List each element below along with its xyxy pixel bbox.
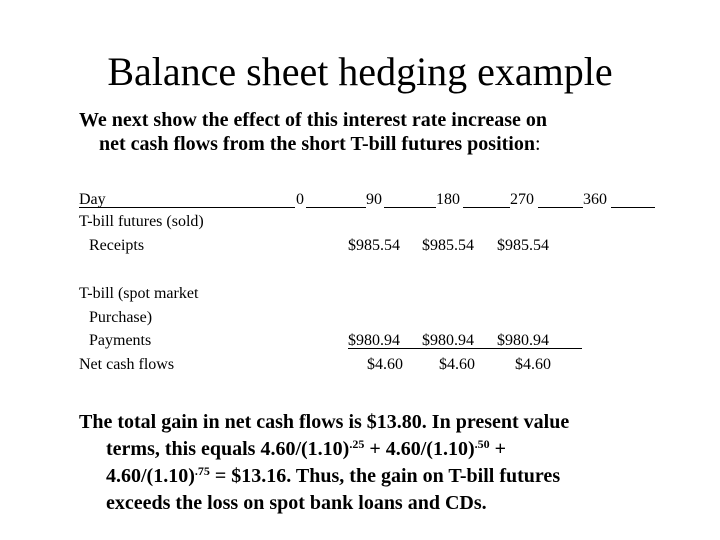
payments-label: Payments [89, 332, 152, 349]
futures-label: T-bill futures (sold) [79, 213, 204, 230]
receipt-90: $985.54 [348, 237, 400, 254]
header-underline-2 [306, 207, 366, 208]
header-underline-1 [79, 207, 295, 208]
slide-title: Balance sheet hedging example [107, 49, 613, 94]
day-label: Day [79, 191, 106, 208]
day-0: 0 [296, 191, 304, 208]
intro-line-1: We next show the effect of this interest rate increase on [79, 109, 548, 131]
conclusion-line-4: exceeds the loss on spot bank loans and CDs. [106, 492, 487, 514]
intro-line-2: net cash flows from the short T-bill futures position: [99, 133, 541, 155]
receipts-label: Receipts [89, 237, 145, 254]
conclusion-line-2: terms, this equals $4.60/(1.10)^{.25} + 4.60/(1.10)^{.50}$ + [106, 437, 507, 460]
day-90: 90 [366, 191, 382, 208]
day-180: 180 [436, 191, 460, 208]
spot-label-2: Purchase) [89, 309, 153, 326]
header-underline-4 [463, 207, 510, 208]
net-90: $4.60 [367, 356, 403, 373]
net-180: $4.60 [439, 356, 475, 373]
header-underline-3 [384, 207, 436, 208]
conclusion-line-3: $4.60/(1.10)^{.75}$ = $13.16. Thus, the gain on T-bill futures [106, 464, 561, 487]
payment-270: $980.94 [497, 332, 549, 349]
net-label: Net cash flows [79, 356, 175, 373]
receipt-180: $985.54 [422, 237, 474, 254]
day-360: 360 [583, 191, 607, 208]
receipt-270: $985.54 [497, 237, 549, 254]
conclusion-line-1: The total gain in net cash flows is $13.80. In present value [79, 411, 570, 433]
spot-label-1: T-bill (spot market [79, 285, 199, 302]
payment-90: $980.94 [348, 332, 400, 349]
payments-underline [348, 348, 582, 349]
net-270: $4.60 [515, 356, 551, 373]
conclusion-paragraph [79, 409, 699, 517]
day-270: 270 [510, 191, 534, 208]
header-underline-6 [611, 207, 655, 208]
header-underline-5 [538, 207, 583, 208]
payment-180: $980.94 [422, 332, 474, 349]
